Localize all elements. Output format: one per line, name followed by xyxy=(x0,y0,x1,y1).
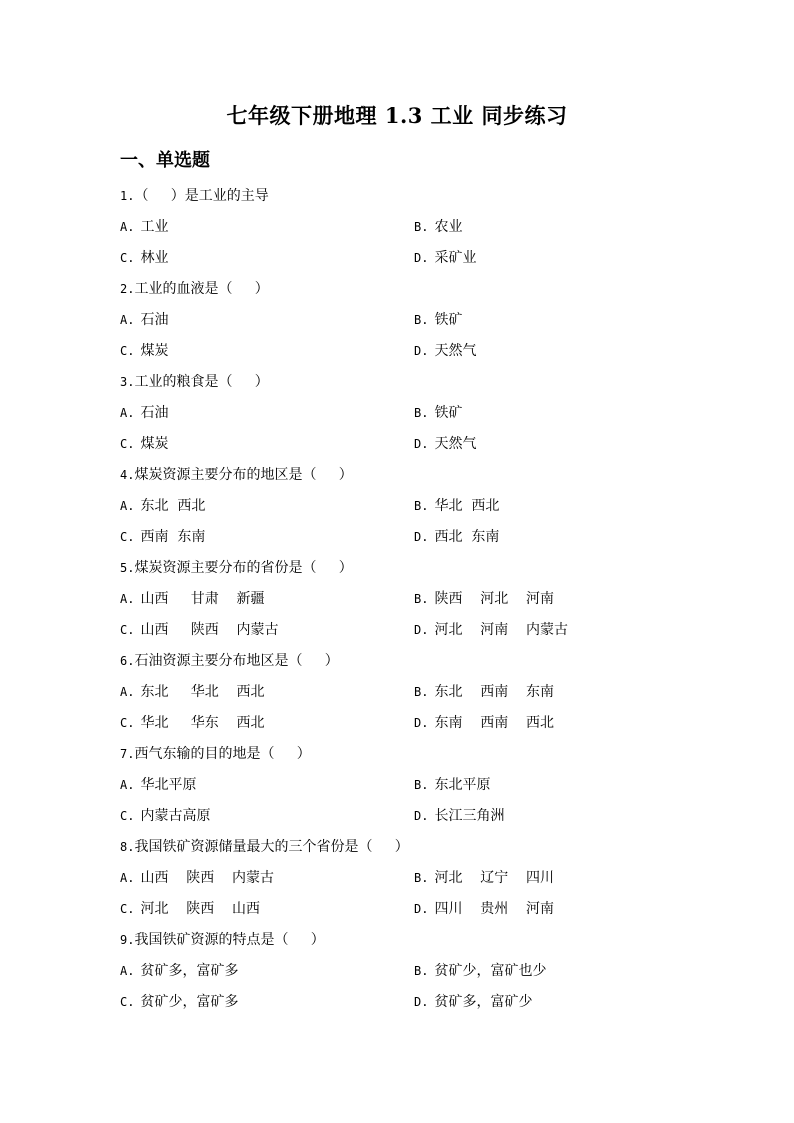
question-number: 3. xyxy=(120,375,135,389)
question-item xyxy=(120,741,680,834)
option-text: 西北 东南 xyxy=(434,529,500,545)
option-letter: A. xyxy=(120,871,135,885)
question-text: 煤炭资源主要分布的省份是（ ） xyxy=(134,560,353,576)
option-text: 西南 东南 xyxy=(140,529,206,545)
answer-option xyxy=(414,493,499,519)
answer-option xyxy=(414,865,554,891)
question-text: （ ）是工业的主导 xyxy=(134,188,269,204)
question-item xyxy=(120,555,680,648)
option-text: 东北 西北 xyxy=(140,498,206,514)
option-text: 华北 华东 西北 xyxy=(140,715,265,731)
answer-option xyxy=(414,896,554,922)
question-item xyxy=(120,183,680,276)
answer-option xyxy=(414,617,568,643)
question-text: 我国铁矿资源储量最大的三个省份是（ ） xyxy=(134,839,409,855)
question-item xyxy=(120,834,680,927)
answer-option xyxy=(120,307,168,333)
answer-option xyxy=(120,524,205,550)
option-row xyxy=(120,431,680,462)
answer-option xyxy=(414,989,532,1015)
option-text: 内蒙古高原 xyxy=(140,808,211,824)
option-text: 铁矿 xyxy=(434,312,463,328)
answer-option xyxy=(120,400,168,426)
option-text: 东北平原 xyxy=(434,777,491,793)
option-row xyxy=(120,989,680,1020)
answer-option xyxy=(414,214,462,240)
option-text: 华北平原 xyxy=(140,777,197,793)
answer-option xyxy=(120,710,265,736)
option-text: 贫矿少，富矿也少 xyxy=(434,963,547,979)
option-letter: C. xyxy=(120,902,135,916)
option-text: 华北 西北 xyxy=(434,498,500,514)
question-stem xyxy=(120,648,680,679)
option-row xyxy=(120,679,680,710)
option-text: 长江三角洲 xyxy=(434,808,505,824)
document-title: 七年级下册地理 1.3 工业 同步练习 xyxy=(226,103,568,128)
answer-option xyxy=(414,958,546,984)
option-text: 河北 辽宁 四川 xyxy=(434,870,555,886)
option-letter: A. xyxy=(120,406,135,420)
option-letter: B. xyxy=(414,220,429,234)
option-letter: B. xyxy=(414,406,429,420)
answer-option xyxy=(120,245,168,271)
answer-option xyxy=(414,524,499,550)
option-letter: B. xyxy=(414,592,429,606)
question-stem xyxy=(120,741,680,772)
option-letter: B. xyxy=(414,313,429,327)
option-letter: D. xyxy=(414,437,429,451)
option-row xyxy=(120,338,680,369)
option-letter: B. xyxy=(414,964,429,978)
question-stem xyxy=(120,834,680,865)
answer-option xyxy=(414,803,504,829)
option-row xyxy=(120,896,680,927)
option-text: 贫矿多，富矿多 xyxy=(140,963,239,979)
answer-option xyxy=(120,772,196,798)
option-letter: C. xyxy=(120,809,135,823)
option-row xyxy=(120,586,680,617)
answer-option xyxy=(120,493,205,519)
option-text: 东北 西南 东南 xyxy=(434,684,555,700)
option-letter: D. xyxy=(414,716,429,730)
option-letter: D. xyxy=(414,809,429,823)
question-stem xyxy=(120,927,680,958)
option-letter: A. xyxy=(120,220,135,234)
option-letter: B. xyxy=(414,871,429,885)
option-text: 山西 陕西 内蒙古 xyxy=(140,622,279,638)
question-text: 工业的血液是（ ） xyxy=(134,281,269,297)
answer-option xyxy=(414,431,476,457)
question-number: 5. xyxy=(120,561,135,575)
option-row xyxy=(120,958,680,989)
question-stem xyxy=(120,276,680,307)
option-row xyxy=(120,214,680,245)
option-letter: D. xyxy=(414,251,429,265)
question-number: 9. xyxy=(120,933,135,947)
option-letter: C. xyxy=(120,437,135,451)
option-letter: C. xyxy=(120,995,135,1009)
question-text: 煤炭资源主要分布的地区是（ ） xyxy=(134,467,353,483)
section-heading: 一、单选题 xyxy=(120,150,210,171)
answer-option xyxy=(414,400,462,426)
option-text: 煤炭 xyxy=(140,436,169,452)
question-number: 4. xyxy=(120,468,135,482)
option-text: 林业 xyxy=(140,250,169,266)
option-letter: A. xyxy=(120,778,135,792)
option-letter: A. xyxy=(120,685,135,699)
option-text: 采矿业 xyxy=(434,250,477,266)
answer-option xyxy=(414,338,476,364)
option-letter: C. xyxy=(120,623,135,637)
option-row xyxy=(120,772,680,803)
question-stem xyxy=(120,462,680,493)
option-letter: C. xyxy=(120,530,135,544)
option-letter: D. xyxy=(414,530,429,544)
option-text: 河北 陕西 山西 xyxy=(140,901,261,917)
question-number: 1. xyxy=(120,189,135,203)
answer-option xyxy=(414,679,554,705)
option-text: 贫矿多，富矿少 xyxy=(434,994,533,1010)
option-letter: C. xyxy=(120,251,135,265)
question-text: 工业的粮食是（ ） xyxy=(134,374,269,390)
option-letter: C. xyxy=(120,716,135,730)
option-letter: A. xyxy=(120,313,135,327)
question-item xyxy=(120,369,680,462)
question-stem xyxy=(120,183,680,214)
option-letter: B. xyxy=(414,685,429,699)
option-text: 东南 西南 西北 xyxy=(434,715,555,731)
answer-option xyxy=(120,679,265,705)
answer-option xyxy=(120,214,168,240)
question-item xyxy=(120,927,680,1020)
question-text: 西气东输的目的地是（ ） xyxy=(134,746,311,762)
option-text: 河北 河南 内蒙古 xyxy=(434,622,569,638)
option-letter: A. xyxy=(120,592,135,606)
option-letter: B. xyxy=(414,778,429,792)
answer-option xyxy=(414,586,554,612)
option-text: 贫矿少，富矿多 xyxy=(140,994,239,1010)
option-text: 铁矿 xyxy=(434,405,463,421)
question-item xyxy=(120,648,680,741)
option-letter: B. xyxy=(414,499,429,513)
answer-option xyxy=(120,865,274,891)
option-text: 山西 陕西 内蒙古 xyxy=(140,870,275,886)
option-text: 山西 甘肃 新疆 xyxy=(140,591,265,607)
answer-option xyxy=(120,617,279,643)
option-text: 工业 xyxy=(140,219,169,235)
option-letter: D. xyxy=(414,344,429,358)
option-row xyxy=(120,307,680,338)
option-letter: A. xyxy=(120,964,135,978)
option-row xyxy=(120,617,680,648)
answer-option xyxy=(120,803,210,829)
answer-option xyxy=(120,958,238,984)
option-row xyxy=(120,400,680,431)
option-text: 石油 xyxy=(140,405,169,421)
answer-option xyxy=(414,245,476,271)
option-text: 东北 华北 西北 xyxy=(140,684,265,700)
option-letter: C. xyxy=(120,344,135,358)
question-list xyxy=(120,183,680,1020)
option-row xyxy=(120,803,680,834)
option-row xyxy=(120,245,680,276)
option-row xyxy=(120,524,680,555)
question-text: 石油资源主要分布地区是（ ） xyxy=(134,653,339,669)
option-text: 煤炭 xyxy=(140,343,169,359)
question-text: 我国铁矿资源的特点是（ ） xyxy=(134,932,325,948)
answer-option xyxy=(120,338,168,364)
answer-option xyxy=(120,586,265,612)
question-stem xyxy=(120,369,680,400)
question-number: 7. xyxy=(120,747,135,761)
question-number: 2. xyxy=(120,282,135,296)
option-text: 石油 xyxy=(140,312,169,328)
option-row xyxy=(120,710,680,741)
option-text: 天然气 xyxy=(434,436,477,452)
option-text: 农业 xyxy=(434,219,463,235)
answer-option xyxy=(120,431,168,457)
question-number: 8. xyxy=(120,840,135,854)
option-row xyxy=(120,493,680,524)
question-stem xyxy=(120,555,680,586)
answer-option xyxy=(414,710,554,736)
option-row xyxy=(120,865,680,896)
option-text: 四川 贵州 河南 xyxy=(434,901,555,917)
answer-option xyxy=(414,772,490,798)
option-text: 天然气 xyxy=(434,343,477,359)
answer-option xyxy=(414,307,462,333)
answer-option xyxy=(120,896,260,922)
question-number: 6. xyxy=(120,654,135,668)
option-letter: D. xyxy=(414,623,429,637)
question-item xyxy=(120,462,680,555)
answer-option xyxy=(120,989,238,1015)
option-letter: D. xyxy=(414,995,429,1009)
option-text: 陕西 河北 河南 xyxy=(434,591,555,607)
option-letter: D. xyxy=(414,902,429,916)
question-item xyxy=(120,276,680,369)
option-letter: A. xyxy=(120,499,135,513)
